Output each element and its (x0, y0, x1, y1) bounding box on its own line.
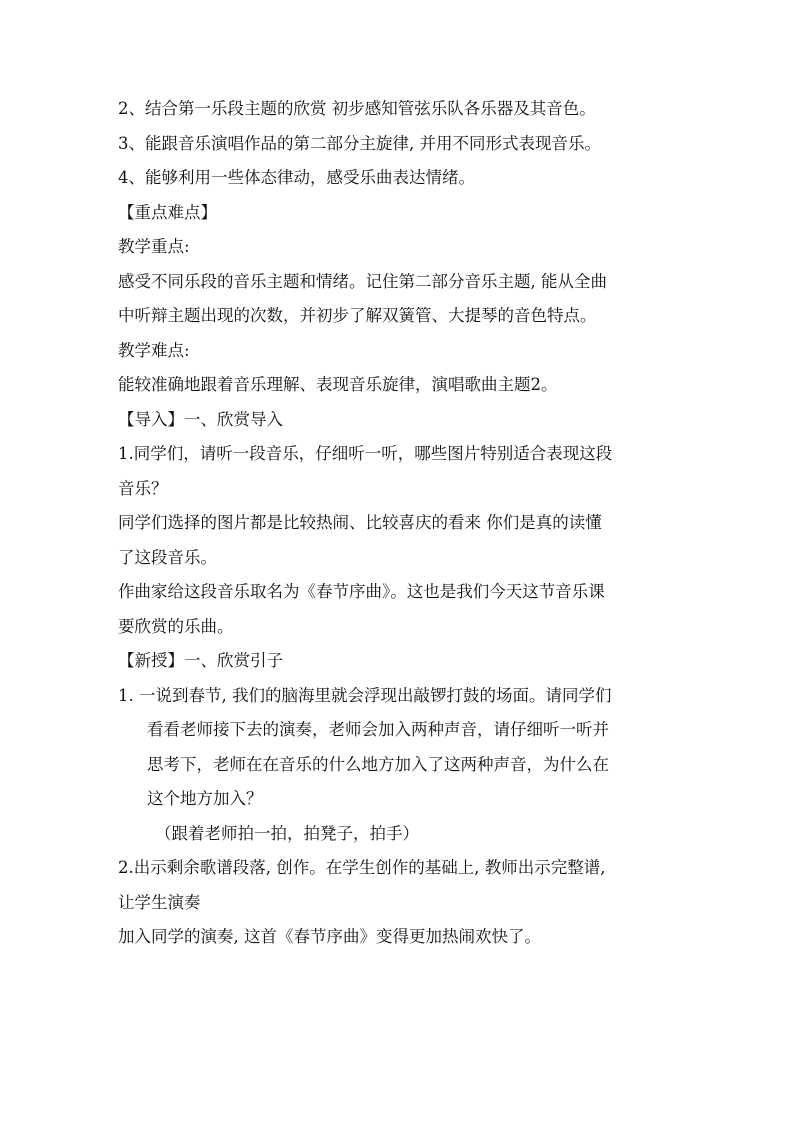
objective-2: 2、结合第一乐段主题的欣赏 初步感知管弦乐队各乐器及其音色。 (118, 99, 596, 118)
focus-text-line-1: 感受不同乐段的音乐主题和情绪。记住第二部分音乐主题, 能从全曲 (118, 271, 607, 291)
subheading-teaching-focus: 教学重点: (118, 237, 190, 256)
lesson-step-2-line-2: 让学生演奏 (118, 892, 201, 912)
section-heading-key-points: 【重点难点】 (118, 202, 217, 222)
lesson-step-1-note: （跟着老师拍一拍，拍凳子，拍手） (155, 823, 419, 843)
lesson-step-1-line-2: 看看老师接下去的演奏，老师会加入两种声音，请仔细听一听并 (147, 720, 609, 739)
subheading-teaching-difficulty: 教学难点: (118, 340, 190, 360)
intro-paragraph-2-line-2: 要欣赏的乐曲。 (118, 616, 234, 636)
focus-text-line-2: 中听辩主题出现的次数，并初步了解双簧管、大提琴的音色特点。 (118, 306, 597, 325)
objective-4: 4、能够利用一些体态律动，感受乐曲表达情绪。 (118, 168, 475, 187)
objective-3: 3、能跟音乐演唱作品的第二部分主旋律, 并用不同形式表现音乐。 (118, 133, 601, 153)
lesson-step-1-line-4: 这个地方加入？ (147, 789, 263, 808)
intro-paragraph-2-line-1: 作曲家给这段音乐取名为《春节序曲》。这也是我们今天这节音乐课 (118, 582, 605, 601)
lesson-step-2-line-1: 2.出示剩余歌谱段落, 创作。在学生创作的基础上, 教师出示完整谱, (118, 858, 606, 877)
intro-step-1-line-1: 1.同学们，请听一段音乐，仔细听一听，哪些图片特别适合表现这段 (118, 444, 613, 463)
intro-paragraph-1-line-2: 了这段音乐。 (118, 547, 217, 567)
section-heading-introduction: 【导入】一、欣赏导入 (118, 409, 283, 429)
lesson-step-2-line-3: 加入同学的演奏, 这首《春节序曲》变得更加热闹欢快了。 (118, 927, 541, 946)
intro-step-1-line-2: 音乐？ (118, 478, 168, 498)
lesson-step-1-line-1: 1. 一说到春节, 我们的脑海里就会浮现出敲锣打鼓的场面。请同学们 (118, 685, 612, 705)
document-body (118, 92, 688, 955)
intro-paragraph-1-line-1: 同学们选择的图片都是比较热闹、比较喜庆的看来 你们是真的读懂 (118, 513, 602, 532)
lesson-step-1-line-3: 思考下，老师在在音乐的什么地方加入了这两种声音，为什么在 (147, 754, 609, 774)
section-heading-new-lesson: 【新授】一、欣赏引子 (118, 651, 283, 670)
difficulty-text: 能较准确地跟着音乐理解、表现音乐旋律，演唱歌曲主题2。 (118, 375, 558, 394)
